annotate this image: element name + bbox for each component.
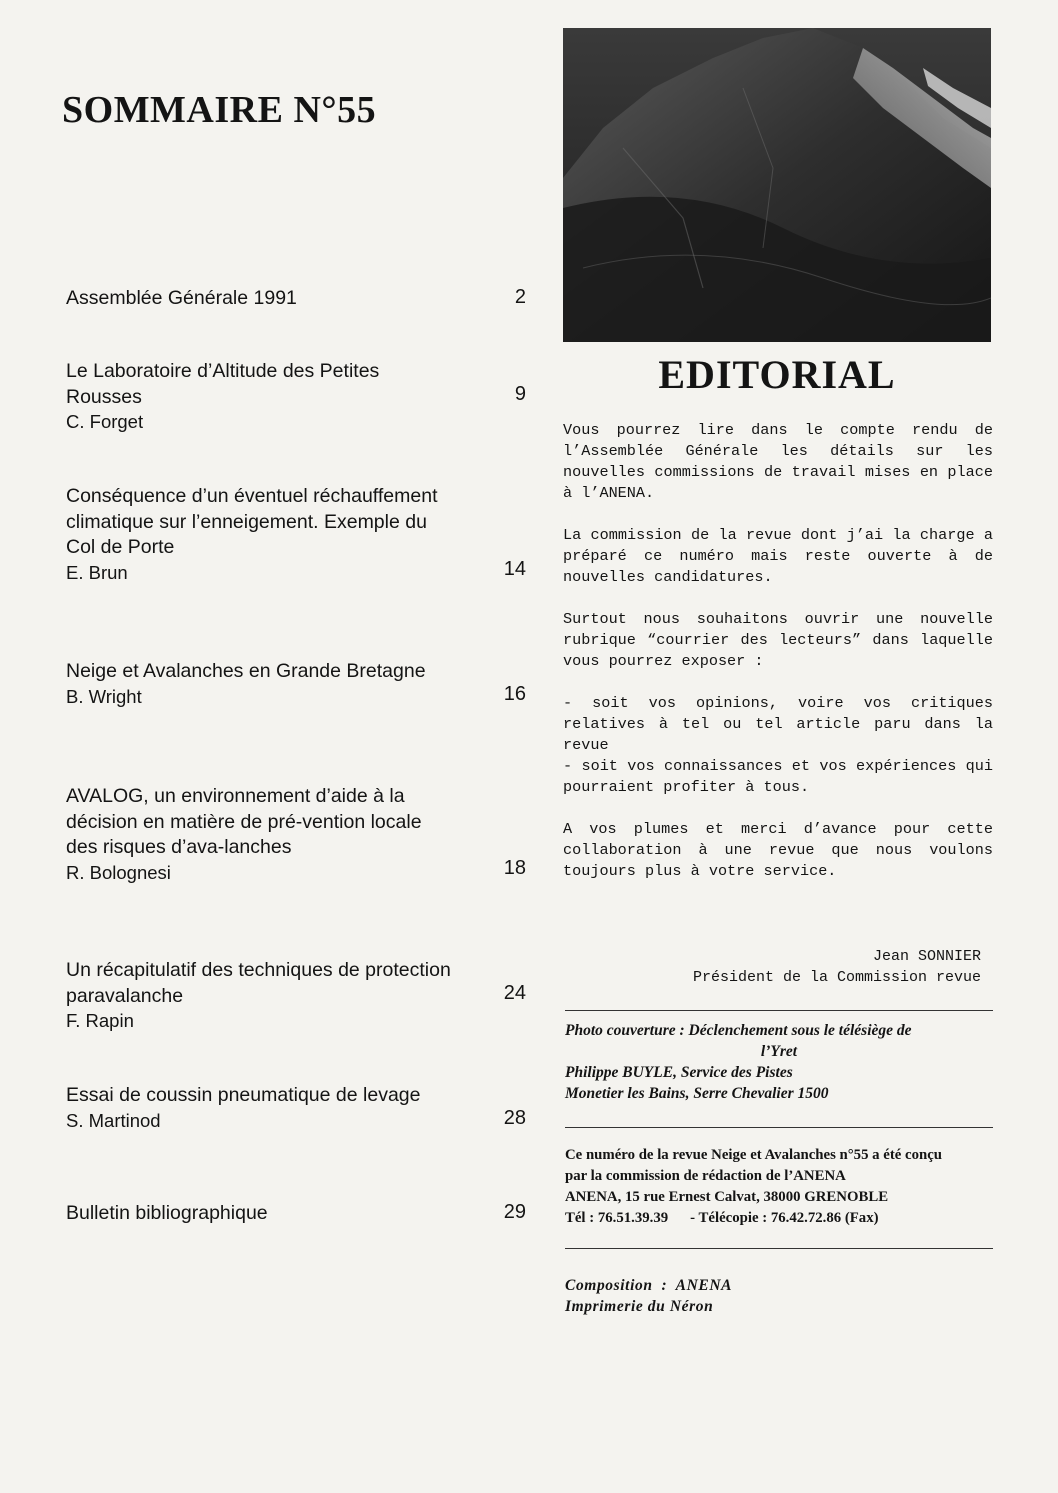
composition-line: Composition : ANENA [565, 1277, 733, 1294]
toc-entry-author: E. Brun [66, 561, 128, 583]
signature-name: Jean SONNIER [872, 948, 981, 965]
editorial-paragraph: Vous pourrez lire dans le compte rendu de l’Assemblée Générale les détails sur les nouvelles commissions de travail mises en place à l’ANENA. [563, 421, 993, 502]
toc-entry-title: Assemblée Générale 1991 [66, 287, 297, 309]
toc-entry-author: S. Martinod [66, 1109, 161, 1131]
editorial-paragraph: - soit vos opinions, voire vos critiques relatives à tel ou tel article paru dans la revue [563, 694, 993, 754]
editorial-paragraph: - soit vos connaissances et vos expériences qui pourraient profiter à tous. [563, 757, 993, 796]
cover-credit-location: l’Yret [760, 1043, 798, 1060]
toc-entry[interactable] [66, 958, 526, 1033]
page-title: SOMMAIRE N°55 [62, 89, 377, 131]
toc-entry[interactable] [66, 784, 526, 885]
toc-entry-page: 28 [503, 1107, 526, 1129]
imprint-line: par la commission de rédaction de l’ANENA [565, 1168, 846, 1184]
composition-block [565, 1275, 732, 1317]
cover-credit-caption: Photo couverture : Déclenchement sous le télésiège de [565, 1022, 912, 1039]
divider [565, 1248, 993, 1249]
imprint-block [565, 1145, 1005, 1229]
toc-entry-title: Essai de coussin pneumatique de levage [66, 1084, 421, 1106]
toc-entry-title: Le Laboratoire d’Altitude des Petites Rousses [66, 360, 380, 408]
toc-entry[interactable] [66, 1083, 526, 1133]
cover-credit [565, 1020, 993, 1104]
mountain-photo-image [563, 28, 991, 342]
editorial-signature [563, 946, 981, 988]
toc-entry-author: B. Wright [66, 685, 142, 707]
toc-entry-page: 18 [503, 857, 526, 879]
toc-entry-title: Bulletin bibliographique [66, 1202, 268, 1224]
toc-entry-page: 29 [503, 1201, 526, 1223]
imprint-phone: Tél : 76.51.39.39 [565, 1210, 669, 1226]
divider [565, 1010, 993, 1011]
signature-role: Président de la Commission revue [692, 969, 981, 986]
toc-entry-author: C. Forget [66, 411, 144, 432]
cover-credit-photographer: Philippe BUYLE, Service des Pistes [565, 1064, 793, 1081]
toc-entry-page: 24 [503, 982, 526, 1004]
toc-entry-page: 2 [514, 286, 526, 308]
imprint-fax: - Télécopie : 76.42.72.86 (Fax) [690, 1210, 879, 1226]
toc-entry-title: Un récapitulatif des techniques de protection paravalanche [66, 959, 451, 1007]
toc-entry-title: Conséquence d’un éventuel réchauffement climatique sur l’enneigement. Exemple du Col de Porte [66, 485, 438, 558]
editorial-paragraph: A vos plumes et merci d’avance pour cette collaboration à une revue que nous voulons toujours plus à votre service. [563, 820, 993, 880]
toc-entry[interactable] [66, 484, 526, 585]
toc-entry-title: Neige et Avalanches en Grande Bretagne [66, 660, 426, 682]
editorial-paragraph: La commission de la revue dont j’ai la charge a préparé ce numéro mais reste ouverte à de nouvelles candidatures. [563, 526, 993, 586]
toc-entry-author: F. Rapin [66, 1010, 134, 1031]
printer-line: Imprimerie du Néron [565, 1298, 714, 1315]
toc-entry-author: R. Bolognesi [66, 861, 171, 883]
toc-entry[interactable] [66, 359, 526, 434]
toc-entry[interactable] [66, 659, 526, 709]
imprint-address: ANENA, 15 rue Ernest Calvat, 38000 GRENOBLE [565, 1189, 889, 1205]
cover-photo [563, 28, 991, 342]
toc-entry[interactable] [66, 286, 526, 312]
divider [565, 1127, 993, 1128]
toc-entry-page: 9 [514, 383, 526, 405]
editorial-heading: EDITORIAL [658, 352, 896, 397]
toc-entry-page: 14 [503, 558, 526, 580]
imprint-line: Ce numéro de la revue Neige et Avalanches n°55 a été conçu [565, 1147, 943, 1163]
editorial-body [563, 420, 993, 903]
editorial-paragraph: Surtout nous souhaitons ouvrir une nouvelle rubrique “courrier des lecteurs” dans laquelle vous pourrez exposer : [563, 610, 993, 670]
cover-credit-place: Monetier les Bains, Serre Chevalier 1500 [565, 1085, 829, 1102]
toc-entry-title: AVALOG, un environnement d’aide à la décision en matière de pré-vention locale des risques d’ava-lanches [66, 785, 422, 858]
toc-entry[interactable] [66, 1201, 526, 1227]
toc-entry-page: 16 [503, 683, 526, 705]
